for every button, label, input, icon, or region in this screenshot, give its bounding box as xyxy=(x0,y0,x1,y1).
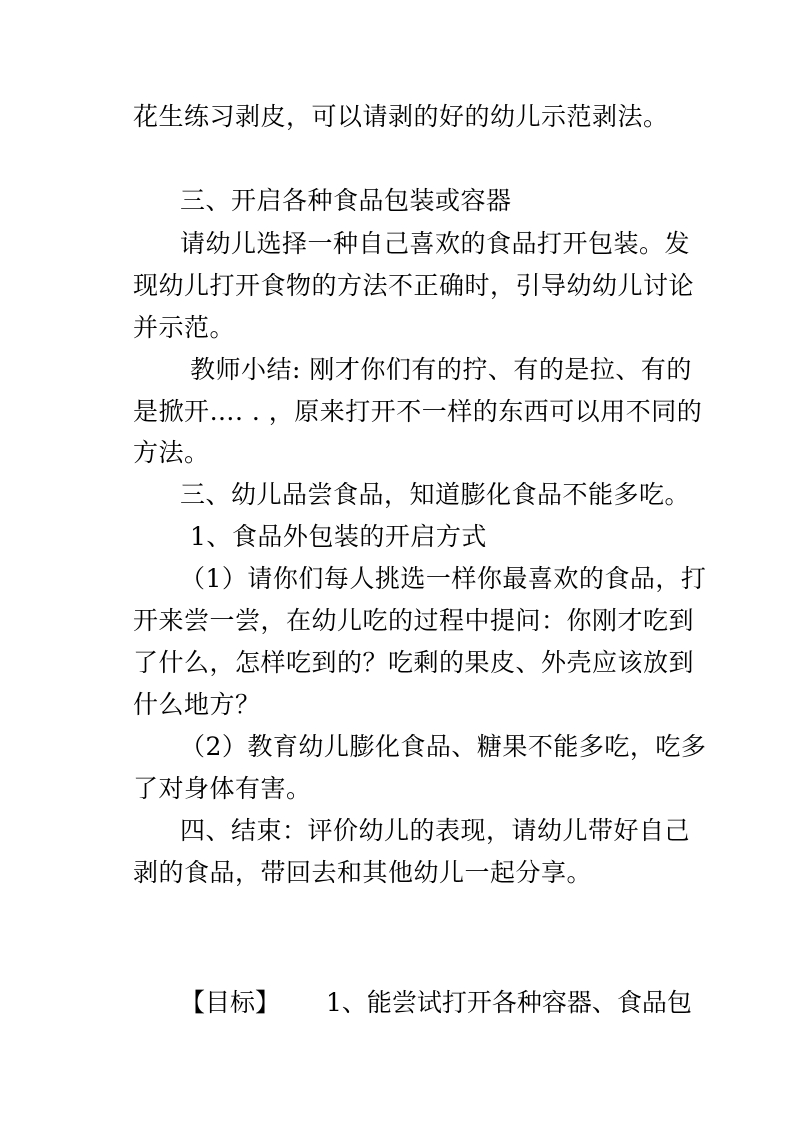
goal-title: 【目标】 xyxy=(180,988,281,1017)
paragraph-line: 并示范。 xyxy=(133,313,236,342)
paragraph-line: 是掀开…. . ，原来打开不一样的东西可以用不同的 xyxy=(133,397,703,426)
section-heading: 三、开启各种食品包装或容器 xyxy=(180,186,512,215)
paragraph-line: （2）教育幼儿膨化食品、糖果不能多吃，吃多 xyxy=(180,732,707,761)
paragraph-line: 了对身体有害。 xyxy=(133,774,312,803)
paragraph-line: （1）请你们每人挑选一样你最喜欢的食品，打 xyxy=(180,564,707,593)
paragraph-line: 现幼儿打开食物的方法不正确时，引导幼幼儿讨论 xyxy=(133,271,695,300)
paragraph-line: 开来尝一尝，在幼儿吃的过程中提问：你刚才吃到 xyxy=(133,606,695,635)
paragraph-line: 花生练习剥皮，可以请剥的好的幼儿示范剥法。 xyxy=(133,102,669,131)
paragraph-line: 方法。 xyxy=(133,438,210,467)
paragraph-line: 请幼儿选择一种自己喜欢的食品打开包装。发 xyxy=(180,229,691,258)
paragraph-line: 什么地方？ xyxy=(133,690,261,719)
paragraph-line: 教师小结: 刚才你们有的拧、有的是拉、有的 xyxy=(190,355,692,384)
paragraph-line: 剥的食品，带回去和其他幼儿一起分享。 xyxy=(133,858,593,887)
paragraph-line: 了什么，怎样吃到的？吃剩的果皮、外壳应该放到 xyxy=(133,648,695,677)
section-heading: 四、结束：评价幼儿的表现，请幼儿带好自己 xyxy=(180,816,691,845)
goal-text: 1、能尝试打开各种容器、食品包 xyxy=(326,988,692,1017)
subsection-heading: 1、食品外包装的开启方式 xyxy=(190,522,487,551)
goal-line xyxy=(180,988,692,1018)
section-heading: 三、幼儿品尝食品，知道膨化食品不能多吃。 xyxy=(180,480,691,509)
